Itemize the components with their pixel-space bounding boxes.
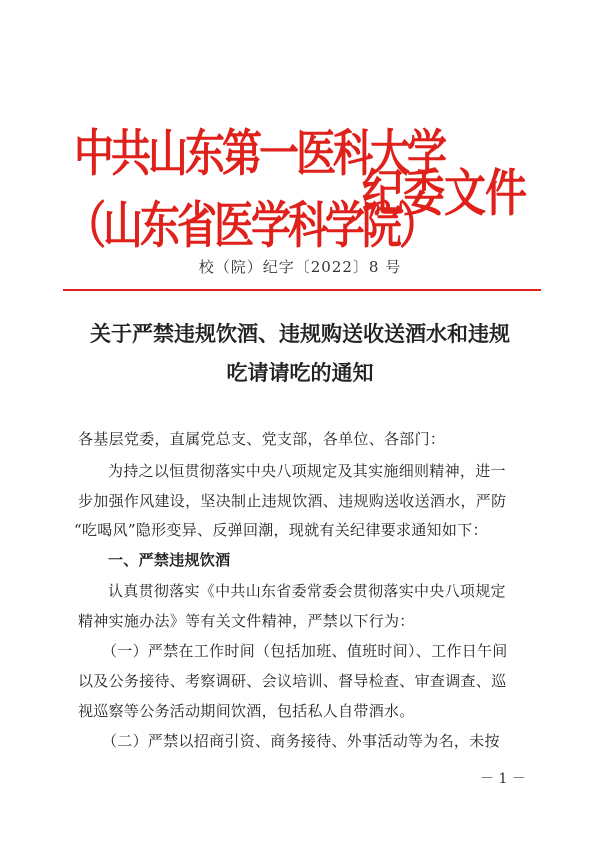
section-heading: 一、严禁违规饮酒 bbox=[108, 551, 231, 569]
page-number: － 1 － bbox=[480, 771, 526, 787]
section1-line: 认真贯彻落实《中共山东省委常委会贯彻落实中央八项规定 bbox=[108, 582, 506, 600]
recipients-line: 各基层党委，直属党总支、党支部，各单位、各部门： bbox=[78, 430, 446, 448]
org-name-line1: 中共山东第一医科大学 bbox=[74, 124, 444, 183]
title-line2: 吃请请吃的通知 bbox=[226, 360, 374, 385]
red-divider-line bbox=[63, 289, 541, 291]
item-line: 视巡察等公务活动期间饮酒，包括私人自带酒水。 bbox=[78, 702, 415, 720]
item-line: （一）严禁在工作时间（包括加班、值班时间）、工作日午间 bbox=[102, 642, 508, 660]
intro-line: “吃喝风”隐形变异、反弹回潮，现就有关纪律要求通知如下： bbox=[74, 521, 488, 539]
intro-line: 为持之以恒贯彻落实中央八项规定及其实施细则精神，进一 bbox=[108, 462, 506, 480]
document-number: 校（院）纪字〔2022〕8 号 bbox=[198, 258, 402, 276]
item-line: （二）严禁以招商引资、商务接待、外事活动等为名，未按 bbox=[102, 732, 500, 750]
intro-line: 步加强作风建设，坚决制止违规饮酒、违规购送收送酒水，严防 bbox=[78, 492, 507, 510]
item-line: 以及公务接待、考察调研、会议培训、督导检查、审查调查、巡 bbox=[78, 672, 507, 690]
title-line1: 关于严禁违规饮酒、违规购送收送酒水和违规 bbox=[90, 321, 510, 346]
section1-line: 精神实施办法》等有关文件精神，严禁以下行为： bbox=[78, 612, 415, 630]
org-name-line2: （山东省医学科学院） bbox=[66, 196, 436, 255]
doc-type-label: 纪委文件 bbox=[362, 163, 527, 223]
